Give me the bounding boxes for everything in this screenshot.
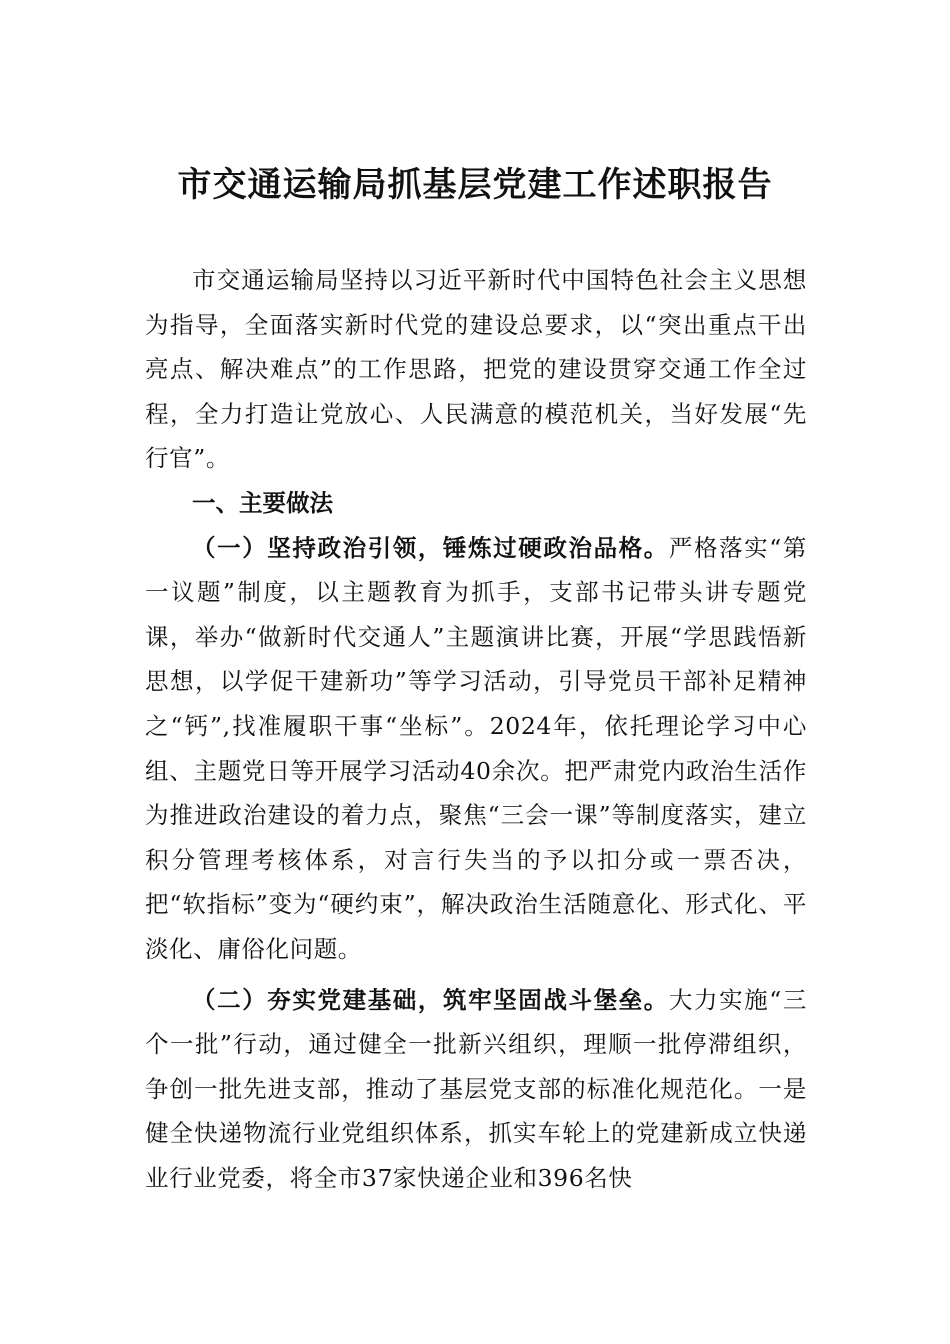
intro-paragraph: 市交通运输局坚持以习近平新时代中国特色社会主义思想为指导，全面落实新时代党的建设总要求，以“突出重点干出亮点、解决难点”的工作思路，把党的建设贯穿交通工作全过程，全力打造让党放心、人民满意的模范机关，当好发展“先行官”。 xyxy=(145,266,807,473)
section-heading-main-practices: 一、主要做法 xyxy=(192,488,333,517)
paragraph-item-2 xyxy=(145,978,807,1201)
paragraph-item-1 xyxy=(145,526,807,972)
document-title: 市交通运输局抓基层党建工作述职报告 xyxy=(177,165,773,205)
item-1-lead: （一）坚持政治引领，锤炼过硬政治品格。 xyxy=(192,533,669,562)
document-body xyxy=(145,258,807,1200)
item-2-lead: （二）夯实党建基础，筑牢坚固战斗堡垒。 xyxy=(192,985,669,1014)
item-2-text: 大力实施“三个一批”行动，通过健全一批新兴组织，理顺一批停滞组织，争创一批先进支部，推动了基层党支部的标准化规范化。一是健全快递物流行业党组织体系，抓实车轮上的党建新成立快递业行业党委，将全市37家快递企业和396名快 xyxy=(145,985,807,1192)
item-1-text: 严格落实“第一议题”制度，以主题教育为抓手，支部书记带头讲专题党课，举办“做新时代交通人”主题演讲比赛，开展“学思践悟新思想，以学促干建新功”等学习活动，引导党员干部补足精神之“钙”,找准履职干事“坐标”。2024年，依托理论学习中心组、主题党日等开展学习活动40余次。把严肃党内政治生活作为推进政治建设的着力点，聚焦“三会一课”等制度落实，建立积分管理考核体系，对言行失当的予以扣分或一票否决，把“软指标”变为“硬约束”，解决政治生活随意化、形式化、平淡化、庸俗化问题。 xyxy=(145,533,807,963)
